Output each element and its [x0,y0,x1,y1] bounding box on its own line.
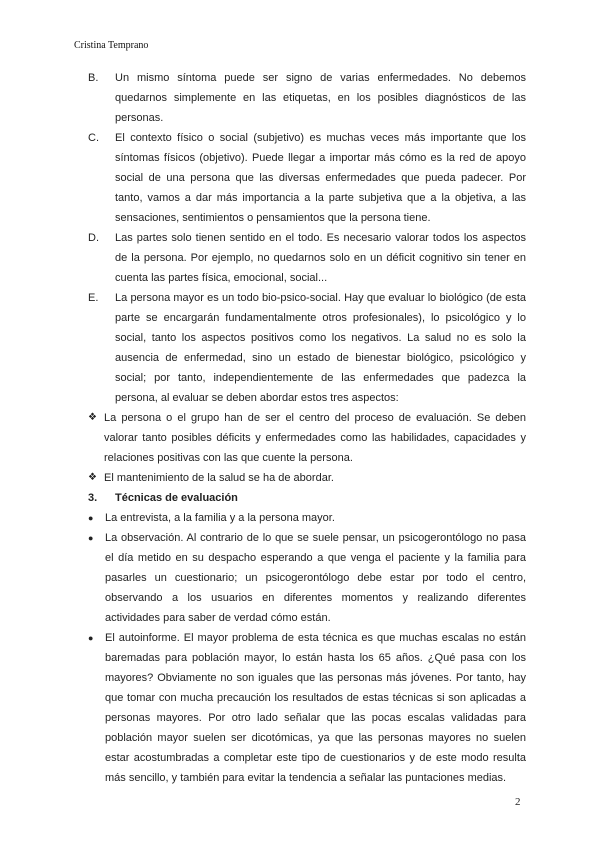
bullet-dot-icon: ● [88,633,94,643]
list-item [88,68,526,128]
bullet-item-text: El autoinforme. El mayor problema de esta técnica es que muchas escalas no están baremadas para población mayor, lo están hasta los 65 años. ¿Qué pasa con los mayores? Obviamente no son iguales que las personas más jóvenes. Por tanto, hay que tomar con mucha precaución los resultados de estas técnicas si son aplicadas a personas mayores. Por otro lado señalar que las pocas escalas validadas para población mayor suelen ser dicotómicas, ya que las personas mayores no suelen estar acostumbradas a completar este tipo de cuestionarios y de este modo resulta más sencillo, y también para evitar la tendencia a señalar las puntaciones medias. [105,632,526,784]
page-number: 2 [515,796,521,808]
list-marker: B. [88,72,99,84]
list-item-text: El contexto físico o social (subjetivo) es muchas veces más importante que los síntomas físicos (objetivo). Puede llegar a importar más cómo es la red de apoyo social de una persona que las diversas enfermedades que pueda padecer. Por tanto, vamos a dar más importancia a la parte subjetiva que a la objetiva, a las sensaciones, sentimientos o pensamientos que la persona tiene. [115,132,526,224]
list-item [88,228,526,288]
list-marker: C. [88,132,99,144]
document-body [88,68,526,788]
bullet-dot-icon: ● [88,513,94,523]
list-item-text: Las partes solo tienen sentido en el todo. Es necesario valorar todos los aspectos de la persona. Por ejemplo, no quedarnos solo en un déficit cognitivo sin tener en cuenta las partes física, emocional, social... [115,232,526,284]
section-heading [88,488,526,508]
list-marker: E. [88,292,99,304]
bullet-item-text: La observación. Al contrario de lo que se suele pensar, un psicogerontólogo no pasa el día metido en su despacho esperando a que venga el paciente y la familia para pasarles un cuestionario; un psicogerontólogo debe estar por todo el centro, observando a los usuarios en diferentes momentos y realizando diferentes actividades para saber de verdad cómo están. [105,532,526,624]
sublist-item [88,408,526,468]
bullet-item-text: La entrevista, a la familia y a la persona mayor. [105,512,335,524]
list-item [88,128,526,228]
list-item-text: La persona mayor es un todo bio-psico-social. Hay que evaluar lo biológico (de esta parte se encargarán fundamentalmente otros profesionales), lo psicológico y lo social, tanto los aspectos positivos como los negativos. La salud no es solo la ausencia de enfermedad, sino un estado de bienestar biológico, psicológico y social; por tanto, independientemente de las enfermedades que padezca la persona, al evaluar se deben abordar estos tres aspectos: [115,292,526,404]
diamond-bullet-icon: ❖ [88,412,97,423]
list-item [88,288,526,408]
sublist-item [88,468,526,488]
sublist-item-text: El mantenimiento de la salud se ha de abordar. [104,472,334,484]
bullet-item [88,508,526,528]
bullet-item [88,528,526,628]
bullet-item [88,628,526,788]
bullet-dot-icon: ● [88,533,94,543]
section-title: Técnicas de evaluación [115,492,238,504]
sublist-item-text: La persona o el grupo han de ser el centro del proceso de evaluación. Se deben valorar tanto posibles déficits y enfermedades como las habilidades, capacidades y relaciones positivas con las que cuente la persona. [104,412,526,464]
list-item-text: Un mismo síntoma puede ser signo de varias enfermedades. No debemos quedarnos simplemente en las etiquetas, en los posibles diagnósticos de las personas. [115,72,526,124]
list-marker: D. [88,232,99,244]
running-header-author: Cristina Temprano [74,40,149,51]
section-number: 3. [88,492,98,504]
diamond-bullet-icon: ❖ [88,472,97,483]
